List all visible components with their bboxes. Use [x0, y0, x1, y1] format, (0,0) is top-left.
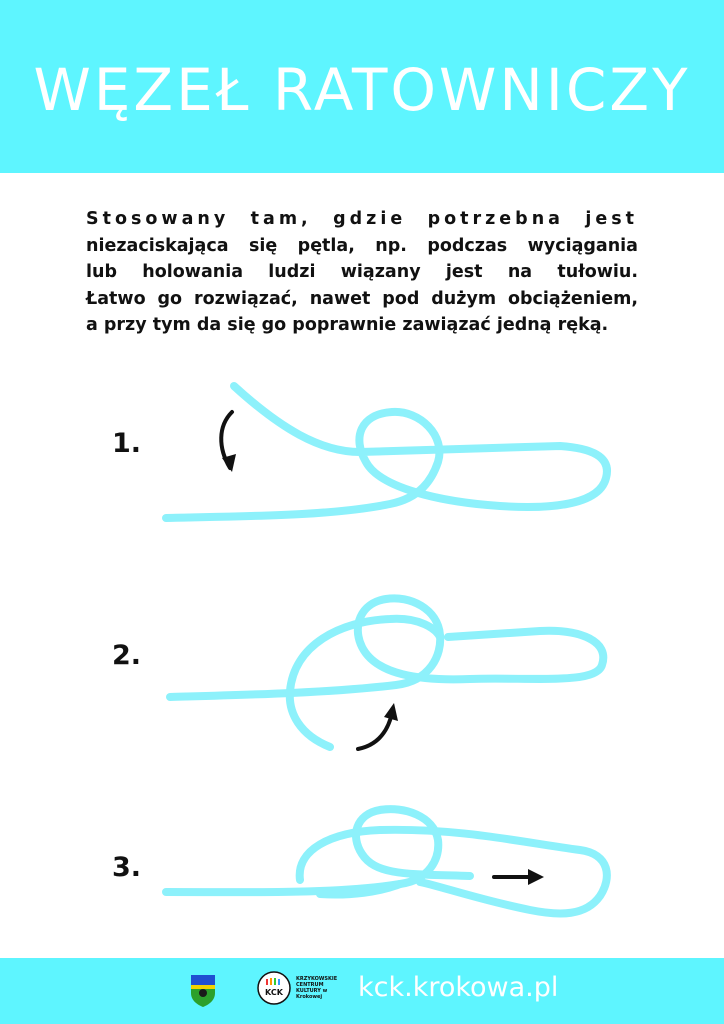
description-line: niezaciskająca się pętla, np. podczas wyciągania [86, 235, 638, 256]
step-1-number: 1. [112, 428, 142, 459]
kck-logo-mark: KCK [265, 988, 283, 997]
municipality-crest-icon [190, 973, 216, 1007]
description-line: Łatwo go rozwiązać, nawet pod dużym obciążeniem, [86, 288, 638, 309]
description-line: a przy tym da się go poprawnie zawiązać jedną ręką. [86, 315, 609, 335]
footer-url-link[interactable]: kck.krokowa.pl [358, 972, 559, 1003]
description-line: Stosowany tam, gdzie potrzebna jest [86, 209, 638, 229]
step-2-number: 2. [112, 640, 142, 671]
right-arrow-icon [494, 869, 544, 885]
step-3-number: 3. [112, 852, 142, 883]
kck-logo-icon [256, 970, 292, 1006]
step-3-knot-illustration [0, 790, 724, 940]
header-banner [0, 0, 724, 173]
step-1-knot-illustration [0, 370, 724, 540]
step-2-knot-illustration [0, 585, 724, 760]
footer-banner [0, 958, 724, 1024]
description-text [86, 206, 638, 339]
page-title: WĘZEŁ RATOWNICZY [33, 55, 691, 124]
kck-logo-text: KRZYKOWSKIE CENTRUM KULTURY w Krokowej [296, 976, 338, 1000]
curved-arrow-icon [358, 713, 392, 749]
description-line: lub holowania ludzi wiązany jest na tułowiu. [86, 262, 638, 282]
